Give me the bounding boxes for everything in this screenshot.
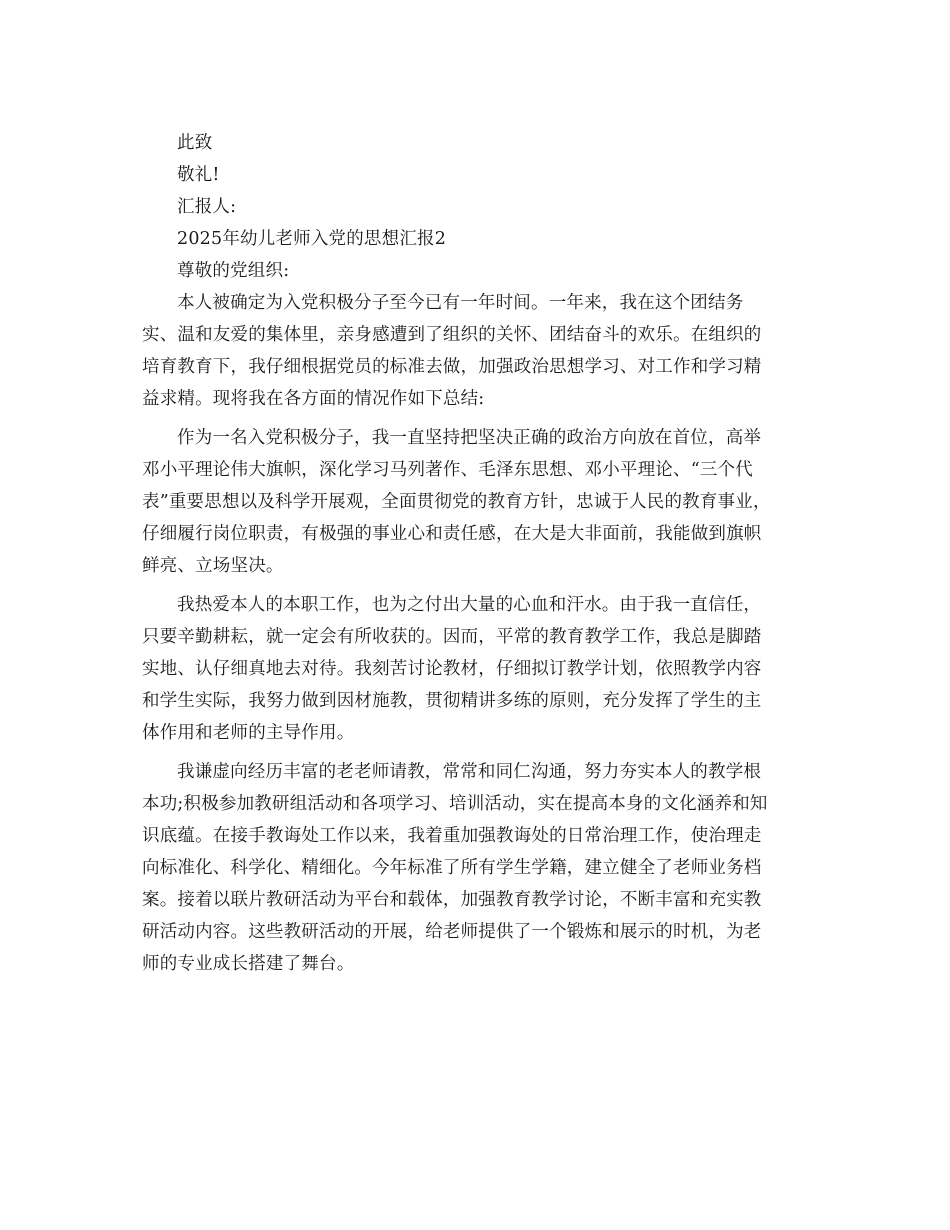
paragraph-line: 实、温和友爱的集体里，亲身感遭到了组织的关怀、团结奋斗的欢乐。在组织的: [142, 325, 762, 345]
closing-salutation: 此致: [177, 133, 213, 153]
paragraph-line: 案。接着以联片教研活动为平台和载体，加强教育教学讨论，不断丰富和充实教: [142, 890, 762, 910]
paragraph-line: 本人被确定为入党积极分子至今已有一年时间。一年来，我在这个团结务: [177, 293, 744, 313]
paragraph-line: 鲜亮、立场坚决。: [142, 556, 284, 576]
document-page: [142, 127, 822, 980]
paragraph-line: 邓小平理论伟大旗帜，深化学习马列著作、毛泽东思想、邓小平理论、“三个代: [142, 460, 753, 480]
paragraph-line: 我谦虚向经历丰富的老老师请教，常常和同仁沟通，努力夯实本人的教学根: [177, 762, 762, 782]
paragraph-line: 培育教育下，我仔细根据党员的标准去做，加强政治思想学习、对工作和学习精: [142, 357, 762, 377]
paragraph-line: 识底蕴。在接手教诲处工作以来，我着重加强教诲处的日常治理工作，使治理走: [142, 826, 762, 846]
body-paragraph-4: [142, 756, 822, 980]
paragraph-line: 师的专业成长搭建了舞台。: [142, 954, 355, 974]
paragraph-line: 仔细履行岗位职责，有极强的事业心和责任感，在大是大非面前，我能做到旗帜: [142, 524, 762, 544]
paragraph-line: 表”重要思想以及科学开展观，全面贯彻党的教育方针，忠诚于人民的教育事业，: [142, 492, 771, 512]
paragraph-line: 体作用和老师的主导作用。: [142, 723, 355, 743]
paragraph-line: 和学生实际，我努力做到因材施教，贯彻精讲多练的原则，充分发挥了学生的主: [142, 691, 762, 711]
body-paragraph-1: [142, 287, 822, 415]
paragraph-line: 作为一名入党积极分子，我一直坚持把坚决正确的政治方向放在首位，高举: [177, 428, 762, 448]
paragraph-line: 实地、认仔细真地去对待。我刻苦讨论教材，仔细拟订教学计划，依照教学内容: [142, 659, 762, 679]
paragraph-line: 我热爱本人的本职工作，也为之付出大量的心血和汗水。由于我一直信任，: [177, 595, 762, 615]
paragraph-line: 本功;积极参加教研组活动和各项学习、培训活动，实在提高本身的文化涵养和知: [142, 794, 768, 814]
closing-reporter: 汇报人:: [177, 197, 237, 217]
body-paragraph-2: [142, 422, 822, 582]
report-title: 2025年幼儿老师入党的思想汇报2: [177, 229, 447, 249]
paragraph-line: 益求精。现将我在各方面的情况作如下总结:: [142, 389, 485, 409]
report-greeting: 尊敬的党组织:: [177, 261, 290, 281]
body-paragraph-3: [142, 589, 822, 749]
paragraph-line: 研活动内容。这些教研活动的开展，给老师提供了一个锻炼和展示的时机，为老: [142, 922, 762, 942]
paragraph-line: 向标准化、科学化、精细化。今年标准了所有学生学籍，建立健全了老师业务档: [142, 858, 762, 878]
closing-regards: 敬礼!: [177, 165, 220, 185]
paragraph-line: 只要辛勤耕耘，就一定会有所收获的。因而，平常的教育教学工作，我总是脚踏: [142, 627, 762, 647]
